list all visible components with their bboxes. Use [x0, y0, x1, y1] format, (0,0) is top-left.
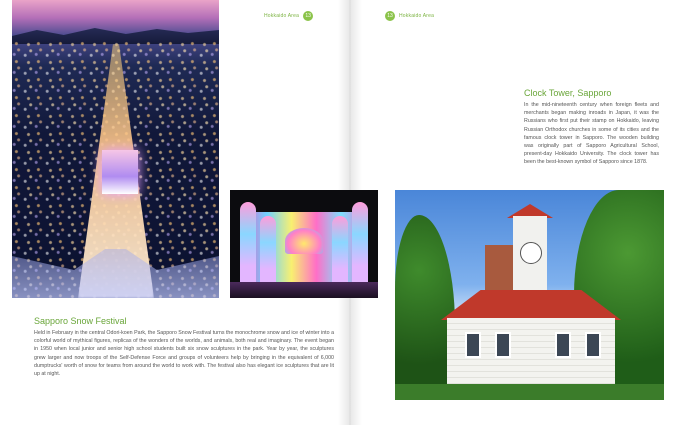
left-page-header	[264, 11, 313, 21]
section-label: Hokkaido Area	[399, 13, 435, 19]
sculpture-tower-left	[240, 202, 256, 282]
sculpture-tower-left-inner	[260, 216, 276, 282]
lawn	[395, 384, 664, 400]
sculpture-ground	[230, 282, 378, 298]
clock-tower-body: In the mid-nineteenth century when foreign fleets and merchants began making inroads in Japan, it was the Russians who first put their stamp on Hokkaido, leaving Russian Orthodox churches in some of its cities and the famous clock tower in Sapporo. The wooden building was originally part of Sapporo Agricultural School, present-day Hokkaido University. The clock tower has been the best-known symbol of Sapporo since 1878.	[524, 102, 659, 166]
window	[465, 332, 481, 358]
page-number-badge: 13	[385, 11, 395, 21]
clock-face	[520, 242, 542, 264]
snow-festival-title: Sapporo Snow Festival	[34, 316, 127, 326]
window	[585, 332, 601, 358]
clock-tower-title: Clock Tower, Sapporo	[524, 88, 612, 98]
snow-sculpture-photo	[230, 190, 378, 298]
right-page-header	[385, 11, 434, 21]
clock-tower-photo	[395, 190, 664, 400]
illuminated-sculpture	[102, 150, 138, 194]
sculpture-dome	[285, 228, 323, 254]
window	[495, 332, 511, 358]
section-label: Hokkaido Area	[264, 13, 300, 19]
sculpture-tower-right	[352, 202, 368, 282]
sculpture-tower-right-inner	[332, 216, 348, 282]
page-number-badge: 13	[303, 11, 313, 21]
window	[555, 332, 571, 358]
sapporo-night-city-photo	[12, 0, 219, 298]
trees-left	[395, 215, 455, 400]
snow-festival-body: Held in February in the central Odori-koen Park, the Sapporo Snow Festival turns the monochrome snow and ice of winter into a colorful world of mythical figures, replicas of the wonders of the worlds, and animals, both real and imaginary. The event began in 1950 when local junior and senior high school students built six snow sculptures in the park. Year by year, the sculptures grew larger and now troops of the Self-Defense Force and groups of volunteers help by bringing in the equivalent of 6,000 dumptrucks' worth of snow for teams from around the world to work with. The festival also has elegant ice sculptures that are lit up at night.	[34, 330, 335, 378]
